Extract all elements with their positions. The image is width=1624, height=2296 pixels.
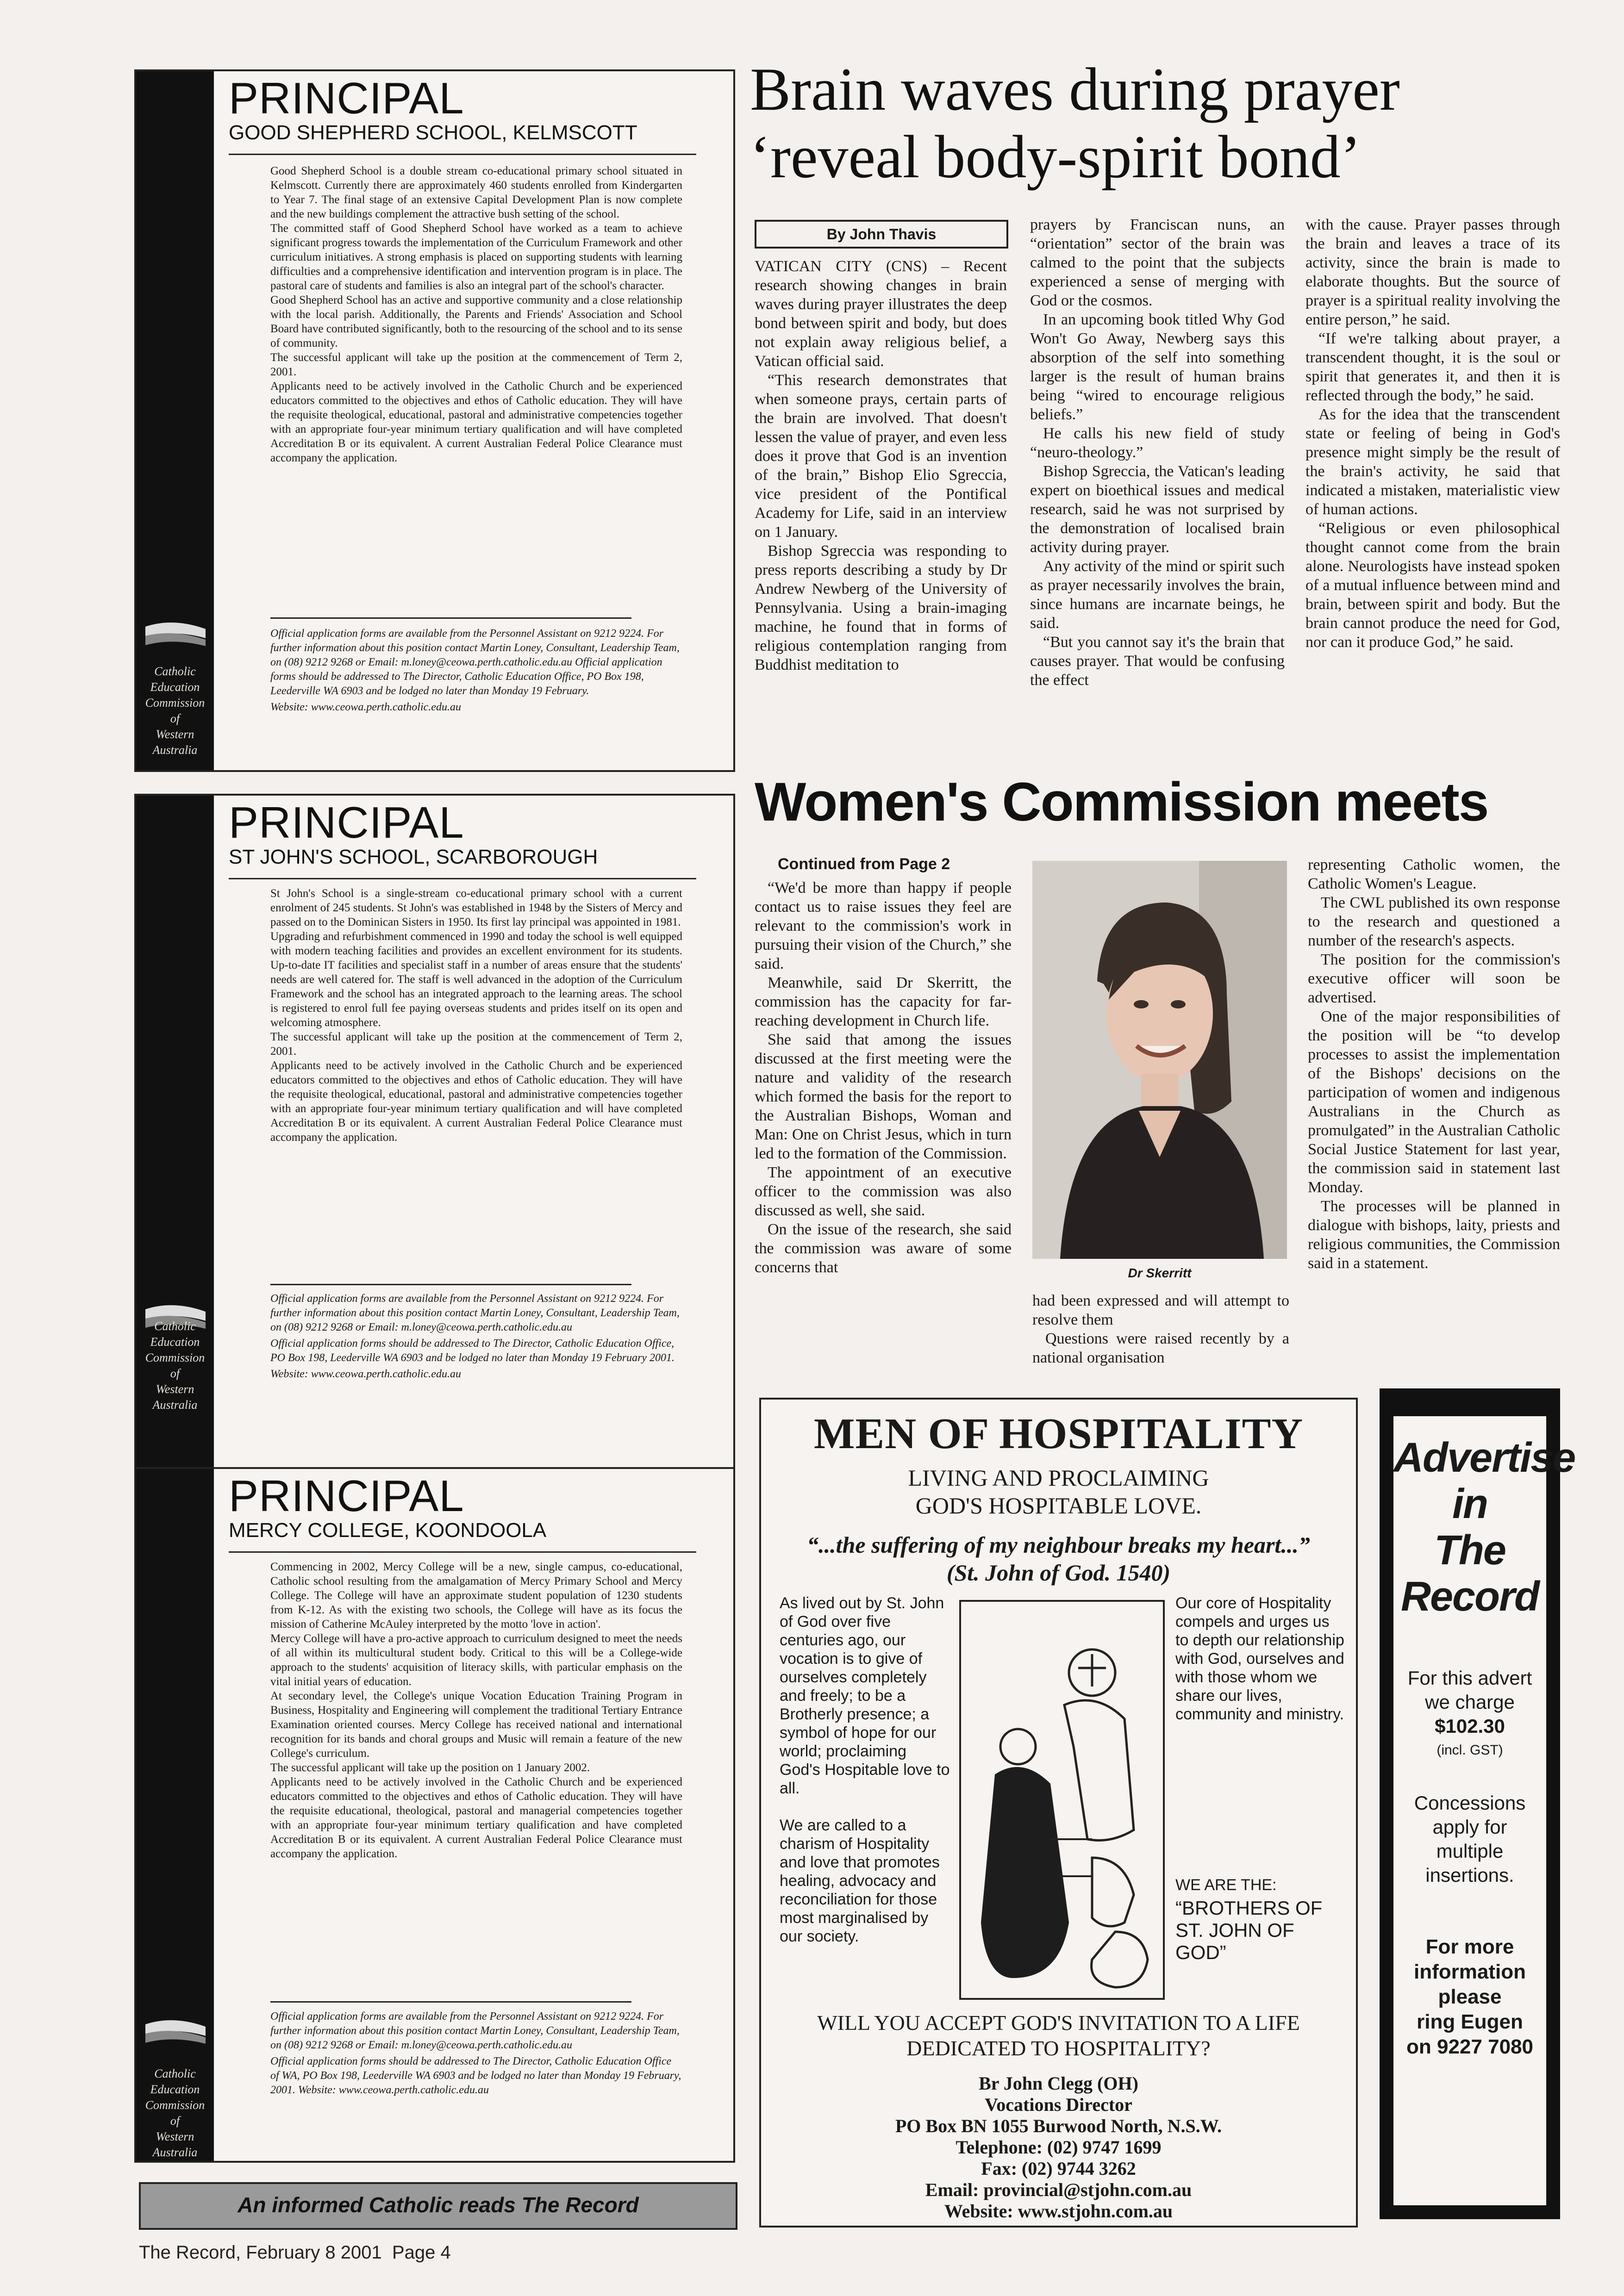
moh-invite-2: DEDICATED TO HOSPITALITY?	[906, 2036, 1211, 2060]
moh-left-text: As lived out by St. John of God over five centuries ago, our vocation is to give of ourselves completely and freely; to be a Brotherly presence; a symbol of hope for our world; proclaiming God's Hospitable love to all. We are called to a charism of Hospitality and love that promotes healing, advocacy and reconciliation for those most marginalised by our society.	[780, 1594, 950, 1945]
ad-school: MERCY COLLEGE, KOONDOOLA	[229, 1519, 547, 1542]
moh-subtitle-1: LIVING AND PROCLAIMING	[908, 1465, 1209, 1491]
moh-we-are: WE ARE THE:	[1175, 1876, 1277, 1894]
advert-concessions: Concessions apply for multiple insertions.	[1414, 1792, 1526, 1886]
ad-sidebar	[136, 71, 214, 770]
ad-footer: Official application forms are available from the Personnel Assistant on 9212 9224. For further information about this position contact Martin Loney, Consultant, Leadership Team, on (08) 9212 9268 or Email: m.loney@ceowa.perth.catholic.edu.au Official application forms should be addressed to The Director, Catholic Education Office, PO Box 198, Leederville WA 6903 and be lodged no later than Monday 19 February. Website: www.ceowa.perth.catholic.edu.au	[270, 628, 680, 713]
article2-col1: “We'd be more than happy if people contact us to raise issues they feel are relevant to the commission's work in pursuing their vision of the Church,” she said. Meanwhile, said Dr Skerritt, the commission has the capacity for far-reaching development in Church life. She said that among the issues discussed at the first meeting were the nature and validity of the research which formed the basis for the report to the Australian Bishops, Woman and Man: One on Christ Jesus, which in turn led to the formation of the Commission. The appointment of an executive officer to the commission was also discussed as well, she said. On the issue of the research, she said the commission was aware of some concerns that	[755, 879, 1012, 1276]
moh-subtitle-2: GOD'S HOSPITABLE LOVE.	[915, 1493, 1202, 1518]
article2-col3: representing Catholic women, the Catholic Women's League. The CWL published its own response to the research and questioned a number of the research's aspects. The position for the commission's executive officer will soon be advertised. One of the major responsibilities of the position will be “to develop processes to assist the implementation of the Bishops' decisions on the participation of women and indigenous Australians in the Church as promulgated” in the Australian Catholic Social Justice Statement for last year, the commission said in statement last Monday. The processes will be planned in dialogue with bishops, laity, priests and religious communities, the Commission said in a statement.	[1308, 856, 1560, 1272]
job-ad-st-johns	[134, 794, 735, 1485]
ceo-logo: Catholic Education Commission of Western Australia	[145, 2067, 205, 2159]
informed-catholic-banner	[139, 2182, 737, 2230]
ad-footer: Official application forms are available from the Personnel Assistant on 9212 9224. For further information about this position contact Martin Loney, Consultant, Leadership Team, on (08) 9212 9268 or Email: m.loney@ceowa.perth.catholic.edu.au Official application forms should be addressed to The Director, Catholic Education Office, PO Box 198, Leederville WA 6903 and be lodged no later than Monday 19 February 2001. Website: www.ceowa.perth.catholic.edu.au	[270, 1293, 680, 1380]
ad-body: Good Shepherd School is a double stream co-educational primary school situated in Kelmscott. Currently there are approximately 460 students enrolled from Kindergarten to Year 7. The final stage of an extensive Capital Development Plan is now complete and the new buildings complement the attractive bush setting of the school. The committed staff of Good Shepherd School have worked as a team to achieve significant progress towards the implementation of the Curriculum Framework and other curriculum initiatives. A strong emphasis is placed on supporting students with learning difficulties and a comprehensive identification and intervention program is in place. The pastoral care of students and families is also an integral part of the school's character. Good Shepherd School has an active and supportive community and a close relationship with the local parish. Additionally, the Parents and Friends' Association and School Board have contributed significantly, both to the resourcing of the school and to its sense of community. The successful applicant will take up the position at the commencement of Term 2, 2001. Applicants need to be actively involved in the Catholic Church and be experienced educators committed to the objectives and ethos of Catholic education. They will have the requisite theological, educational, pastoral and administrative competencies together with an appropriate four-year minimum tertiary qualification and will have completed Accreditation B or its equivalent. A current Australian Federal Police Clearance must accompany the application.	[270, 165, 682, 464]
ceo-flag-icon	[141, 617, 209, 654]
continued-note: Continued from Page 2	[778, 855, 950, 873]
moh-quote-source: (St. John of God. 1540)	[946, 1560, 1171, 1586]
ad-sidebar	[136, 796, 214, 1483]
ad-divider	[229, 878, 696, 879]
moh-invite-1: WILL YOU ACCEPT GOD'S INVITATION TO A LIFE	[817, 2011, 1300, 2035]
ceo-logo: Catholic Education Commission of Western Australia	[145, 665, 205, 757]
job-ad-mercy-college	[134, 1467, 735, 2163]
advertise-box	[1380, 1388, 1575, 2219]
ceo-logo: Catholic Education Commission of Western Australia	[145, 1319, 205, 1412]
moh-right-text: Our core of Hospitality compels and urges us to depth our relationship with God, ourselves and with those whom we share our lives, community and ministry.	[1175, 1594, 1344, 1723]
portrait-image	[1032, 861, 1287, 1259]
job-ad-good-shepherd	[134, 69, 735, 772]
article2-col2: had been expressed and will attempt to resolve them Questions were raised recently by a national organisation	[1032, 1292, 1289, 1366]
ad-title: PRINCIPAL	[229, 798, 464, 847]
ad-school: GOOD SHEPHERD SCHOOL, KELMSCOTT	[229, 121, 637, 144]
article1-col2: prayers by Franciscan nuns, an “orientation” sector of the brain was calmed to the point that the subjects experienced a sense of merging with God or the cosmos. In an upcoming book titled Why God Won't Go Away, Newberg says this absorption of the self into something larger is the result of human brains being “wired to encourage religious beliefs.” He calls his new field of study “neuro-theology.” Bishop Sgreccia, the Vatican's leading expert on bioethical issues and medical research, said he was not surprised by the demonstration of localised brain activity during prayer. Any activity of the mind or spirit such as prayer necessarily involves the brain, since humans are incarnate beings, he said. “But you cannot say it's the brain that causes prayer. That would be confusing the effect	[1030, 216, 1285, 689]
ad-body: St John's School is a single-stream co-educational primary school with a current enrolment of 245 students. St John's was established in 1948 by the Sisters of Mercy and passed on to the Dominican Sisters in 1950. Its first lay principal was appointed in 1981. Upgrading and refurbishment commenced in 1990 and today the school is well equipped with modern teaching facilities and provides an excellent environment for its students. Up-to-date IT facilities and specialist staff in a number of areas ensure that the students' needs are well catered for. The staff is well advanced in the adoption of the Curriculum Framework and the school has an integrated approach to the learning areas. The school is registered to enrol full fee paying overseas students and prides itself on its open and welcoming atmosphere. The successful applicant will take up the position at the commencement of Term 2, 2001. Applicants need to be actively involved in the Catholic Church and be experienced educators committed to the objectives and ethos of Catholic education. They will have the requisite theological, educational, pastoral and administrative competencies together with an appropriate four-year minimum tertiary qualification and will have completed Accreditation B or its equivalent. A current Australian Federal Police Clearance must accompany the application.	[270, 887, 682, 1144]
ceo-flag-icon	[141, 2015, 209, 2052]
moh-brothers: “BROTHERS OF ST. JOHN OF GOD”	[1175, 1897, 1323, 1963]
ad-title: PRINCIPAL	[229, 74, 464, 123]
photo-caption: Dr Skerritt	[1128, 1266, 1192, 1280]
advert-charge: For this advert we charge $102.30 (incl. GST)	[1407, 1667, 1532, 1758]
ad-body: Commencing in 2002, Mercy College will be a new, single campus, co-educational, Catholic school resulting from the amalgamation of Mercy Primary School and Mercy College. The College will have an approximate student population of 1230 students from K-12. As with the existing two schools, the College will have as its focus the mission of Catherine McAuley interpreted by the motto 'love in action'. Mercy College will have a pro-active approach to curriculum designed to meet the needs of all within its multicultural student body. Critical to this will be a College-wide approach to the students' acquisition of literacy skills, with particular emphasis on the vital initial years of education. At secondary level, the College's unique Vocation Education Training Program in Business, Hospitality and Engineering will complement the traditional Tertiary Entrance Examination oriented courses. Mercy College has received national and international recognition for its bands and choral groups and Music will remain a feature of the new College's curriculum. The successful applicant will take up the position on 1 January 2002. Applicants need to be actively involved in the Catholic Church and be experienced educators committed to the objectives and ethos of Catholic education. They will have the requisite educational, theological, pastoral and managerial competencies together with an appropriate four-year minimum tertiary qualification and have completed Accreditation B or its equivalent. A current Australian Federal Police Clearance must accompany the application.	[270, 1561, 682, 1860]
ad-sidebar	[136, 1469, 214, 2161]
article1-col3: with the cause. Prayer passes through the brain and leaves a trace of its activity, since the brain is made to elaborate thoughts. But the source of prayer is a spiritual reality involving the entire person,” he said. “If we're talking about prayer, a transcendent thought, it is the soul or spirit that generates it, and then it is reflected through the body,” he said. As for the idea that the transcendent state or feeling of being in God's presence might simply be the result of the brain's activity, he said that indicated a mistaken, materialistic view of human actions. “Religious or even philosophical thought cannot come from the brain alone. Neurologists have instead spoken of a mutual influence between mind and brain, between spirit and body. But the brain cannot produce the need for God, nor can it produce God,” he said.	[1305, 216, 1560, 651]
dr-skerritt-photo	[1032, 861, 1287, 1259]
ad-school: ST JOHN'S SCHOOL, SCARBOROUGH	[229, 846, 598, 868]
page-footer: The Record, February 8 2001 Page 4	[139, 2242, 451, 2263]
advertise-heading: Advertise in The Record	[1393, 1435, 1575, 1620]
moh-quote: “...the suffering of my neighbour breaks my heart...”	[807, 1532, 1310, 1558]
ad-divider	[270, 617, 631, 619]
ad-title: PRINCIPAL	[229, 1471, 464, 1521]
ad-divider	[229, 154, 696, 155]
moh-contact: Br John Clegg (OH) Vocations Director PO Box BN 1055 Burwood North, N.S.W. Telephone: (02) 9747 1699 Fax: (02) 9744 3262 Email: provincial@stjohn.com.au Website: www.stjohn.com.au	[895, 2073, 1222, 2221]
ad-divider	[270, 2001, 631, 2003]
ad-footer: Official application forms are available from the Personnel Assistant on 9212 9224. For further information about this position contact Martin Loney, Consultant, Leadership Team, on (08) 9212 9268 or Email: m.loney@ceowa.perth.catholic.edu.au Official application forms should be addressed to The Director, Catholic Education Office of WA, PO Box 198, Leederville WA 6903 and be lodged no later than Monday 19 February, 2001. Website: www.ceowa.perth.catholic.edu.au	[270, 2010, 681, 2096]
article1-col1: VATICAN CITY (CNS) – Recent research showing changes in brain waves during prayer illustrates the deep bond between spirit and body, but does not explain away religious belief, a Vatican official said. “This research demonstrates that when someone prays, certain parts of the brain are involved. That doesn't lessen the value of prayer, and even less does it prove that God is an invention of the brain,” Bishop Elio Sgreccia, vice president of the Pontifical Academy for Life, said in an interview on 1 January. Bishop Sgreccia was responding to press reports describing a study by Dr Andrew Newberg of the University of Pennsylvania. Using a brain-imaging machine, he found that in forms of religious contemplation ranging from Buddhist meditation to	[755, 258, 1007, 673]
banner-text: An informed Catholic reads The Record	[237, 2193, 639, 2217]
article2-headline: Women's Commission meets	[755, 772, 1488, 833]
article1-headline: Brain waves during prayer ‘reveal body-spirit bond’	[750, 55, 1400, 191]
men-of-hospitality-ad	[759, 1398, 1358, 2228]
article1-byline: By John Thavis	[755, 220, 1008, 249]
ad-divider	[229, 1551, 696, 1553]
advertise-panel	[1393, 1416, 1575, 2205]
moh-title: MEN OF HOSPITALITY	[813, 1410, 1304, 1458]
st-john-of-god-illustration	[958, 1599, 1166, 2001]
advert-more-info: For more information please ring Eugen on 9227 7080	[1406, 1935, 1533, 2058]
ad-divider	[270, 1284, 631, 1285]
